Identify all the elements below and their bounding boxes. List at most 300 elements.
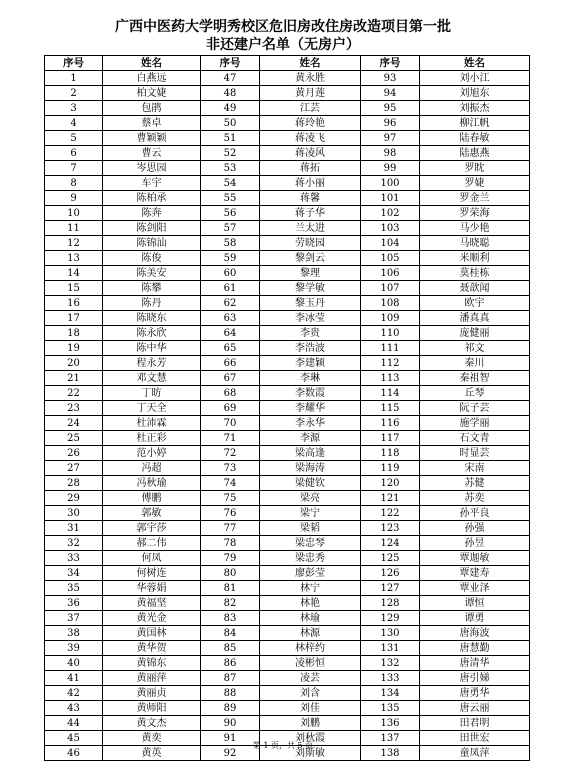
seq-cell: 69	[201, 401, 260, 416]
seq-cell: 68	[201, 386, 260, 401]
seq-cell: 21	[45, 371, 103, 386]
name-cell: 黎理	[260, 266, 361, 281]
name-cell: 覃建寿	[420, 566, 530, 581]
table-row	[45, 311, 530, 326]
table-row	[45, 131, 530, 146]
name-cell: 唐海波	[420, 626, 530, 641]
seq-cell: 36	[45, 596, 103, 611]
name-cell: 梁海涛	[260, 461, 361, 476]
table-row	[45, 536, 530, 551]
name-cell: 凌彬恒	[260, 656, 361, 671]
table-row	[45, 116, 530, 131]
name-cell: 孙昱	[420, 536, 530, 551]
col-header-name-2: 姓名	[260, 56, 361, 71]
name-cell: 梁忠秀	[260, 551, 361, 566]
seq-cell: 59	[201, 251, 260, 266]
seq-cell: 61	[201, 281, 260, 296]
name-cell: 石文青	[420, 431, 530, 446]
seq-cell: 65	[201, 341, 260, 356]
name-cell: 丁天全	[103, 401, 201, 416]
name-cell: 黄英	[103, 746, 201, 761]
name-cell: 李数霞	[260, 386, 361, 401]
seq-cell: 116	[361, 416, 420, 431]
name-cell: 凌芸	[260, 671, 361, 686]
seq-cell: 46	[45, 746, 103, 761]
seq-cell: 70	[201, 416, 260, 431]
name-cell: 马晓聪	[420, 236, 530, 251]
seq-cell: 52	[201, 146, 260, 161]
seq-cell: 49	[201, 101, 260, 116]
seq-cell: 94	[361, 86, 420, 101]
table-row	[45, 686, 530, 701]
table-row	[45, 641, 530, 656]
seq-cell: 120	[361, 476, 420, 491]
name-cell: 杜正彩	[103, 431, 201, 446]
seq-cell: 73	[201, 461, 260, 476]
name-cell: 刘佳	[260, 701, 361, 716]
seq-cell: 15	[45, 281, 103, 296]
table-row	[45, 566, 530, 581]
seq-cell: 23	[45, 401, 103, 416]
seq-cell: 25	[45, 431, 103, 446]
name-cell: 丁昉	[103, 386, 201, 401]
seq-cell: 86	[201, 656, 260, 671]
name-cell: 陈丹	[103, 296, 201, 311]
name-cell: 黄丽贞	[103, 686, 201, 701]
name-cell: 蔡卓	[103, 116, 201, 131]
table-row	[45, 446, 530, 461]
table-row	[45, 221, 530, 236]
seq-cell: 101	[361, 191, 420, 206]
seq-cell: 12	[45, 236, 103, 251]
seq-cell: 57	[201, 221, 260, 236]
table-row	[45, 416, 530, 431]
name-cell: 林艳	[260, 596, 361, 611]
seq-cell: 11	[45, 221, 103, 236]
name-cell: 覃迦敏	[420, 551, 530, 566]
table-row	[45, 581, 530, 596]
name-cell: 陈永欣	[103, 326, 201, 341]
table-body	[45, 71, 530, 761]
seq-cell: 72	[201, 446, 260, 461]
page-footer: 第 1 页，共 5 页	[252, 741, 314, 750]
seq-cell: 32	[45, 536, 103, 551]
seq-cell: 136	[361, 716, 420, 731]
name-cell: 罗眈	[420, 161, 530, 176]
name-cell: 陆春敏	[420, 131, 530, 146]
seq-cell: 87	[201, 671, 260, 686]
seq-cell: 42	[45, 686, 103, 701]
seq-cell: 62	[201, 296, 260, 311]
name-cell: 黄丽萍	[103, 671, 201, 686]
name-cell: 冯超	[103, 461, 201, 476]
table-row	[45, 596, 530, 611]
name-cell: 李建颖	[260, 356, 361, 371]
page-subtitle: 非还建户名单（无房户）	[206, 37, 360, 53]
seq-cell: 131	[361, 641, 420, 656]
seq-cell: 88	[201, 686, 260, 701]
seq-cell: 124	[361, 536, 420, 551]
name-cell: 岑思园	[103, 161, 201, 176]
name-cell: 陈剑阳	[103, 221, 201, 236]
name-cell: 刘旭东	[420, 86, 530, 101]
name-cell: 白燕远	[103, 71, 201, 86]
seq-cell: 121	[361, 491, 420, 506]
name-cell: 陈柏承	[103, 191, 201, 206]
seq-cell: 43	[45, 701, 103, 716]
seq-cell: 123	[361, 521, 420, 536]
table-row	[45, 236, 530, 251]
name-cell: 廖彭莹	[260, 566, 361, 581]
name-cell: 黄锦东	[103, 656, 201, 671]
seq-cell: 41	[45, 671, 103, 686]
name-cell: 欧宇	[420, 296, 530, 311]
seq-cell: 14	[45, 266, 103, 281]
name-cell: 秦川	[420, 356, 530, 371]
seq-cell: 117	[361, 431, 420, 446]
seq-cell: 45	[45, 731, 103, 746]
name-cell: 冯秋瑜	[103, 476, 201, 491]
seq-cell: 39	[45, 641, 103, 656]
table-row	[45, 491, 530, 506]
table-header-row	[45, 56, 530, 71]
name-cell: 梁韬	[260, 521, 361, 536]
name-cell: 蒋凌风	[260, 146, 361, 161]
name-cell: 黄月莲	[260, 86, 361, 101]
name-cell: 苏奕	[420, 491, 530, 506]
name-cell: 黄文杰	[103, 716, 201, 731]
seq-cell: 71	[201, 431, 260, 446]
name-cell: 黎剑云	[260, 251, 361, 266]
seq-cell: 98	[361, 146, 420, 161]
name-cell: 施学丽	[420, 416, 530, 431]
seq-cell: 38	[45, 626, 103, 641]
seq-cell: 135	[361, 701, 420, 716]
seq-cell: 112	[361, 356, 420, 371]
table-row	[45, 431, 530, 446]
name-cell: 唐云丽	[420, 701, 530, 716]
name-cell: 何树连	[103, 566, 201, 581]
seq-cell: 50	[201, 116, 260, 131]
seq-cell: 35	[45, 581, 103, 596]
seq-cell: 108	[361, 296, 420, 311]
name-cell: 陈锦汕	[103, 236, 201, 251]
name-cell: 田世宏	[420, 731, 530, 746]
name-cell: 梁健钦	[260, 476, 361, 491]
seq-cell: 1	[45, 71, 103, 86]
seq-cell: 19	[45, 341, 103, 356]
name-cell: 孙平良	[420, 506, 530, 521]
seq-cell: 118	[361, 446, 420, 461]
name-cell: 谭勇	[420, 611, 530, 626]
seq-cell: 78	[201, 536, 260, 551]
name-cell: 梁忠琴	[260, 536, 361, 551]
name-cell: 梁亮	[260, 491, 361, 506]
seq-cell: 5	[45, 131, 103, 146]
name-cell: 邓文慧	[103, 371, 201, 386]
col-header-seq-1: 序号	[45, 56, 103, 71]
table-row	[45, 461, 530, 476]
seq-cell: 33	[45, 551, 103, 566]
name-cell: 陈奔	[103, 206, 201, 221]
table-row	[45, 296, 530, 311]
seq-cell: 97	[361, 131, 420, 146]
name-cell: 刘鹏	[260, 716, 361, 731]
name-cell: 程永芳	[103, 356, 201, 371]
table-row	[45, 551, 530, 566]
name-cell: 黄永胜	[260, 71, 361, 86]
name-cell: 唐勇华	[420, 686, 530, 701]
name-cell: 马少艳	[420, 221, 530, 236]
name-cell: 覃业泽	[420, 581, 530, 596]
name-cell: 刘秋霞	[260, 731, 361, 746]
name-cell: 聂歆闻	[420, 281, 530, 296]
seq-cell: 138	[361, 746, 420, 761]
seq-cell: 54	[201, 176, 260, 191]
name-cell: 刘斯敏	[260, 746, 361, 761]
name-cell: 郝二伟	[103, 536, 201, 551]
table-row	[45, 386, 530, 401]
seq-cell: 10	[45, 206, 103, 221]
seq-cell: 76	[201, 506, 260, 521]
name-cell: 黄奕	[103, 731, 201, 746]
name-cell: 田君明	[420, 716, 530, 731]
seq-cell: 64	[201, 326, 260, 341]
name-cell: 柳江帆	[420, 116, 530, 131]
seq-cell: 55	[201, 191, 260, 206]
seq-cell: 100	[361, 176, 420, 191]
table-row	[45, 266, 530, 281]
seq-cell: 93	[361, 71, 420, 86]
seq-cell: 119	[361, 461, 420, 476]
name-cell: 童凤萍	[420, 746, 530, 761]
name-cell: 黄光金	[103, 611, 201, 626]
seq-cell: 9	[45, 191, 103, 206]
seq-cell: 44	[45, 716, 103, 731]
seq-cell: 125	[361, 551, 420, 566]
seq-cell: 66	[201, 356, 260, 371]
table-row	[45, 371, 530, 386]
name-cell: 谭恒	[420, 596, 530, 611]
table-row	[45, 671, 530, 686]
table-row	[45, 611, 530, 626]
name-cell: 孙强	[420, 521, 530, 536]
name-cell: 黄华贺	[103, 641, 201, 656]
seq-cell: 89	[201, 701, 260, 716]
seq-cell: 105	[361, 251, 420, 266]
name-cell: 林宁	[260, 581, 361, 596]
name-cell: 唐慧勤	[420, 641, 530, 656]
seq-cell: 134	[361, 686, 420, 701]
seq-cell: 31	[45, 521, 103, 536]
seq-cell: 37	[45, 611, 103, 626]
name-cell: 蒋凌飞	[260, 131, 361, 146]
name-cell: 曹颖颖	[103, 131, 201, 146]
name-cell: 黄师阳	[103, 701, 201, 716]
name-cell: 罗荣海	[420, 206, 530, 221]
name-cell: 罗婕	[420, 176, 530, 191]
seq-cell: 80	[201, 566, 260, 581]
name-cell: 黎玉丹	[260, 296, 361, 311]
seq-cell: 133	[361, 671, 420, 686]
seq-cell: 127	[361, 581, 420, 596]
col-header-seq-3: 序号	[361, 56, 420, 71]
table-row	[45, 701, 530, 716]
name-cell: 莫桂栋	[420, 266, 530, 281]
name-cell: 陈俊	[103, 251, 201, 266]
seq-cell: 7	[45, 161, 103, 176]
seq-cell: 77	[201, 521, 260, 536]
name-cell: 黄福坚	[103, 596, 201, 611]
name-cell: 唐清华	[420, 656, 530, 671]
name-cell: 时显芸	[420, 446, 530, 461]
seq-cell: 22	[45, 386, 103, 401]
table-row	[45, 326, 530, 341]
table-row	[45, 476, 530, 491]
table-row	[45, 161, 530, 176]
name-cell: 李永华	[260, 416, 361, 431]
table-row	[45, 71, 530, 86]
table-row	[45, 101, 530, 116]
name-cell: 陈美安	[103, 266, 201, 281]
name-cell: 刘振杰	[420, 101, 530, 116]
name-cell: 苏健	[420, 476, 530, 491]
table-row	[45, 521, 530, 536]
seq-cell: 13	[45, 251, 103, 266]
seq-cell: 74	[201, 476, 260, 491]
name-cell: 李琳	[260, 371, 361, 386]
col-header-name-3: 姓名	[420, 56, 530, 71]
seq-cell: 56	[201, 206, 260, 221]
seq-cell: 129	[361, 611, 420, 626]
col-header-seq-2: 序号	[201, 56, 260, 71]
seq-cell: 20	[45, 356, 103, 371]
seq-cell: 95	[361, 101, 420, 116]
seq-cell: 82	[201, 596, 260, 611]
name-cell: 宋南	[420, 461, 530, 476]
name-cell: 李贵	[260, 326, 361, 341]
seq-cell: 96	[361, 116, 420, 131]
seq-cell: 60	[201, 266, 260, 281]
seq-cell: 4	[45, 116, 103, 131]
seq-cell: 122	[361, 506, 420, 521]
seq-cell: 47	[201, 71, 260, 86]
name-cell: 陈晓东	[103, 311, 201, 326]
name-cell: 杜沛霖	[103, 416, 201, 431]
seq-cell: 106	[361, 266, 420, 281]
seq-cell: 2	[45, 86, 103, 101]
name-cell: 祁文	[420, 341, 530, 356]
seq-cell: 16	[45, 296, 103, 311]
seq-cell: 63	[201, 311, 260, 326]
seq-cell: 6	[45, 146, 103, 161]
name-cell: 蒋馨	[260, 191, 361, 206]
page-title: 广西中医药大学明秀校区危旧房改住房改造项目第一批	[115, 19, 451, 35]
seq-cell: 99	[361, 161, 420, 176]
seq-cell: 3	[45, 101, 103, 116]
name-cell: 刘小江	[420, 71, 530, 86]
seq-cell: 115	[361, 401, 420, 416]
seq-cell: 130	[361, 626, 420, 641]
table-row	[45, 506, 530, 521]
name-cell: 劳晓园	[260, 236, 361, 251]
name-cell: 华蓉娟	[103, 581, 201, 596]
name-cell: 李浩波	[260, 341, 361, 356]
seq-cell: 51	[201, 131, 260, 146]
name-cell: 蒋小丽	[260, 176, 361, 191]
name-cell: 李冰莹	[260, 311, 361, 326]
table-row	[45, 206, 530, 221]
name-cell: 林瑜	[260, 611, 361, 626]
table-row	[45, 626, 530, 641]
seq-cell: 40	[45, 656, 103, 671]
name-cell: 包鹃	[103, 101, 201, 116]
name-cell: 秦祖智	[420, 371, 530, 386]
name-cell: 李耀华	[260, 401, 361, 416]
table-row	[45, 176, 530, 191]
seq-cell: 53	[201, 161, 260, 176]
name-cell: 李源	[260, 431, 361, 446]
seq-cell: 107	[361, 281, 420, 296]
seq-cell: 75	[201, 491, 260, 506]
name-cell: 车宇	[103, 176, 201, 191]
seq-cell: 27	[45, 461, 103, 476]
seq-cell: 26	[45, 446, 103, 461]
name-cell: 潘真真	[420, 311, 530, 326]
seq-cell: 29	[45, 491, 103, 506]
col-header-name-1: 姓名	[103, 56, 201, 71]
name-cell: 林梓约	[260, 641, 361, 656]
seq-cell: 110	[361, 326, 420, 341]
seq-cell: 92	[201, 746, 260, 761]
seq-cell: 83	[201, 611, 260, 626]
name-cell: 庞健丽	[420, 326, 530, 341]
table-row	[45, 656, 530, 671]
name-cell: 郭宇莎	[103, 521, 201, 536]
name-cell: 曹云	[103, 146, 201, 161]
table-row	[45, 356, 530, 371]
seq-cell: 128	[361, 596, 420, 611]
seq-cell: 58	[201, 236, 260, 251]
seq-cell: 28	[45, 476, 103, 491]
name-cell: 梁宁	[260, 506, 361, 521]
seq-cell: 8	[45, 176, 103, 191]
name-cell: 林源	[260, 626, 361, 641]
name-cell: 刘含	[260, 686, 361, 701]
name-cell: 唐引娣	[420, 671, 530, 686]
table-row	[45, 251, 530, 266]
seq-cell: 84	[201, 626, 260, 641]
table-row	[45, 191, 530, 206]
seq-cell: 137	[361, 731, 420, 746]
name-cell: 陈中华	[103, 341, 201, 356]
name-cell: 蒋玲艳	[260, 116, 361, 131]
roster-table	[44, 55, 530, 761]
seq-cell: 111	[361, 341, 420, 356]
table-row	[45, 401, 530, 416]
table-row	[45, 146, 530, 161]
seq-cell: 113	[361, 371, 420, 386]
name-cell: 何凤	[103, 551, 201, 566]
seq-cell: 109	[361, 311, 420, 326]
seq-cell: 30	[45, 506, 103, 521]
name-cell: 米顺利	[420, 251, 530, 266]
name-cell: 江芸	[260, 101, 361, 116]
seq-cell: 67	[201, 371, 260, 386]
name-cell: 黎学敏	[260, 281, 361, 296]
seq-cell: 17	[45, 311, 103, 326]
name-cell: 范小婷	[103, 446, 201, 461]
